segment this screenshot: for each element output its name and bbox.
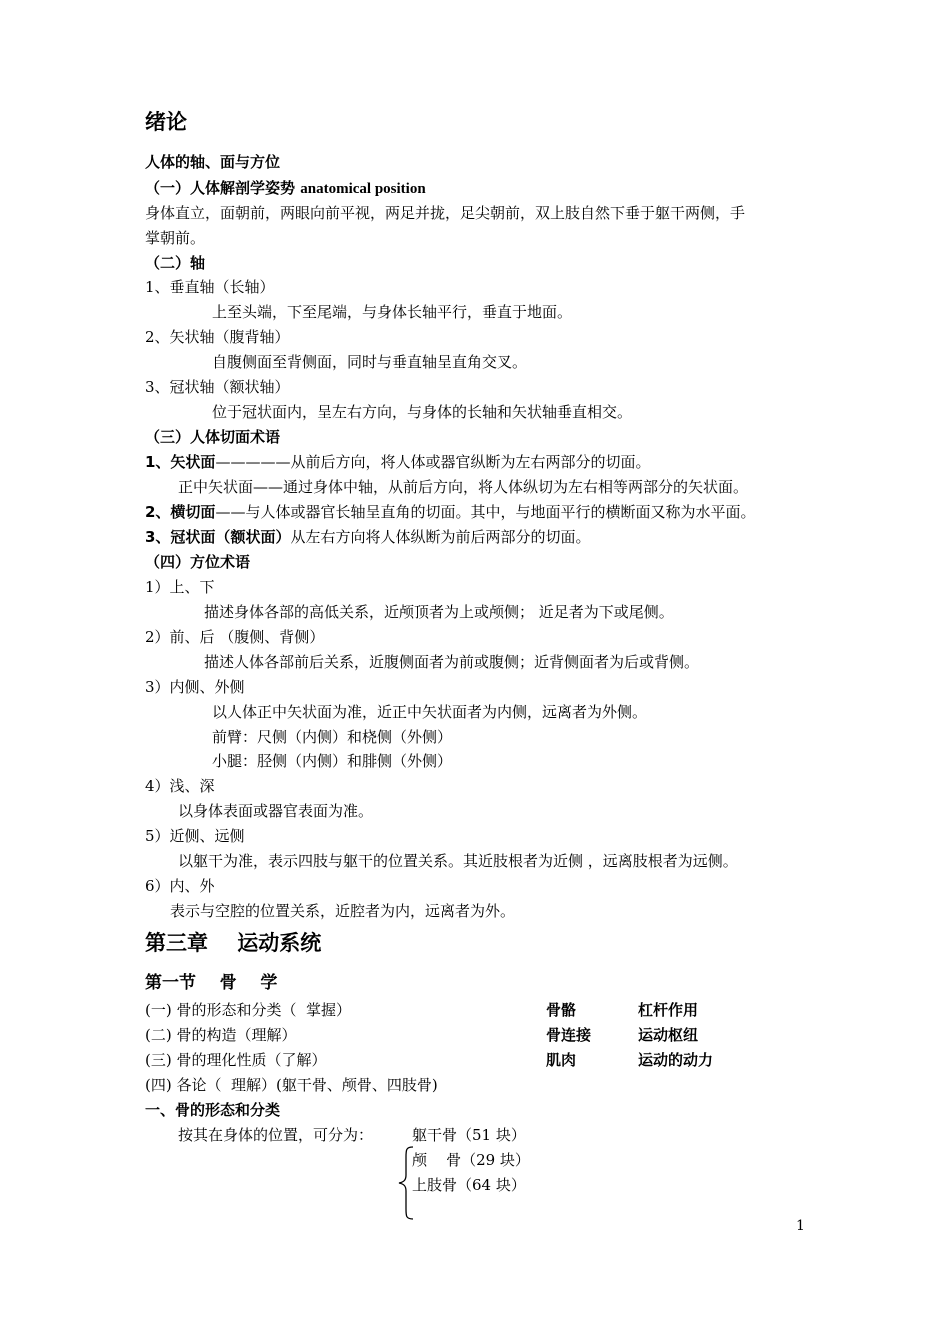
s3-heading: （三）人体切面术语 xyxy=(145,428,281,446)
s2-item2-text: 自腹侧面至背侧面，同时与垂直轴呈直角交叉。 xyxy=(212,353,528,371)
s2-item3-label: 3、冠状轴（额状轴） xyxy=(145,378,290,396)
s4-item3-label: 3）内侧、外侧 xyxy=(145,678,245,696)
s1-text-line1: 身体直立，面朝前，两眼向前平视，两足并拢，足尖朝前，双上肢自然下垂于躯干两侧，手 xyxy=(145,204,746,222)
s2-item3-text: 位于冠状面内，呈左右方向，与身体的长轴和矢状轴垂直相交。 xyxy=(212,403,633,421)
outline-item-3: (三) 骨的理化性质（了解） xyxy=(145,1051,327,1069)
s2-item1-text: 上至头端，下至尾端，与身体长轴平行，垂直于地面。 xyxy=(212,303,573,321)
term-1-role: 杠杆作用 xyxy=(638,1001,699,1019)
s4-item3-text2: 前臂：尺侧（内侧）和桡侧（外侧） xyxy=(212,728,453,746)
s4-item4-label: 4）浅、深 xyxy=(145,777,215,795)
s3-item1-text: —————从前后方向，将人体或器官纵断为左右两部分的切面。 xyxy=(215,453,651,471)
classify-intro: 按其在身体的位置，可分为： xyxy=(178,1126,374,1144)
term-2-role: 运动枢纽 xyxy=(638,1026,699,1044)
term-3-role: 运动的动力 xyxy=(638,1051,714,1069)
s1-heading-zh: （一）人体解剖学姿势 xyxy=(145,179,296,197)
s3-item1-term: 1、矢状面 xyxy=(145,453,216,471)
s3-item2-term: 2、横切面 xyxy=(145,503,216,521)
s4-item1-label: 1）上、下 xyxy=(145,578,215,596)
term-3: 肌肉 xyxy=(546,1051,577,1069)
s3-item1-sub: 正中矢状面——通过身体中轴，从前后方向，将人体纵切为左右相等两部分的矢状面。 xyxy=(178,478,749,496)
s4-item5-text: 以躯干为准，表示四肢与躯干的位置关系。其近肢根者为近侧 ，远离肢根者为远侧。 xyxy=(178,852,738,870)
section-title: 第一节 骨 学 xyxy=(145,973,278,993)
s3-item1 xyxy=(145,452,650,472)
intro-heading: 人体的轴、面与方位 xyxy=(145,153,281,171)
s3-item3 xyxy=(145,527,590,547)
bone-item-3: 上肢骨（64 块） xyxy=(412,1176,526,1194)
outline-item-1: (一) 骨的形态和分类（ 掌握） xyxy=(145,1001,352,1019)
s2-heading: （二）轴 xyxy=(145,254,206,272)
page-title: 绪论 xyxy=(145,110,187,134)
s4-item3-text3: 小腿：胫侧（内侧）和腓侧（外侧） xyxy=(212,752,453,770)
s3-item2 xyxy=(145,502,755,522)
term-1: 骨骼 xyxy=(546,1001,577,1019)
bone-item-1: 躯干骨（51 块） xyxy=(412,1126,526,1144)
s4-item2-label: 2）前、后 （腹侧、背侧） xyxy=(145,628,325,646)
s1-heading-en: anatomical position xyxy=(300,181,426,197)
s4-heading: （四）方位术语 xyxy=(145,553,251,571)
s4-item4-text: 以身体表面或器官表面为准。 xyxy=(178,802,374,820)
s4-item6-label: 6）内、外 xyxy=(145,877,215,895)
subsection-title: 一、骨的形态和分类 xyxy=(145,1101,281,1119)
s4-item5-label: 5）近侧、远侧 xyxy=(145,827,245,845)
page-number: 1 xyxy=(796,1218,805,1234)
term-2: 骨连接 xyxy=(546,1026,592,1044)
s3-item2-text: ——与人体或器官长轴呈直角的切面。其中，与地面平行的横断面又称为水平面。 xyxy=(215,503,756,521)
s4-item3-text1: 以人体正中矢状面为准，近正中矢状面者为内侧，远离者为外侧。 xyxy=(212,703,648,721)
chapter-title: 第三章 运动系统 xyxy=(145,931,322,955)
s4-item2-text: 描述人体各部前后关系，近腹侧面者为前或腹侧；近背侧面者为后或背侧。 xyxy=(204,653,700,671)
outline-item-2: (二) 骨的构造（理解） xyxy=(145,1026,297,1044)
s2-item2-label: 2、矢状轴（腹背轴） xyxy=(145,328,290,346)
s3-item3-term: 3、冠状面（额状面） xyxy=(145,528,291,546)
s2-item1-label: 1、垂直轴（长轴） xyxy=(145,278,275,296)
s1-heading xyxy=(145,178,426,199)
s4-item6-text: 表示与空腔的位置关系，近腔者为内，远离者为外。 xyxy=(170,902,516,920)
s1-text-line2: 掌朝前。 xyxy=(145,229,206,247)
s3-item3-text: 从左右方向将人体纵断为前后两部分的切面。 xyxy=(290,528,591,546)
bone-item-2: 颅 骨（29 块） xyxy=(412,1151,530,1169)
outline-item-4: (四) 各论（ 理解）(躯干骨、颅骨、四肢骨) xyxy=(145,1076,438,1094)
s4-item1-text: 描述身体各部的高低关系，近颅顶者为上或颅侧； 近足者为下或尾侧。 xyxy=(204,603,674,621)
